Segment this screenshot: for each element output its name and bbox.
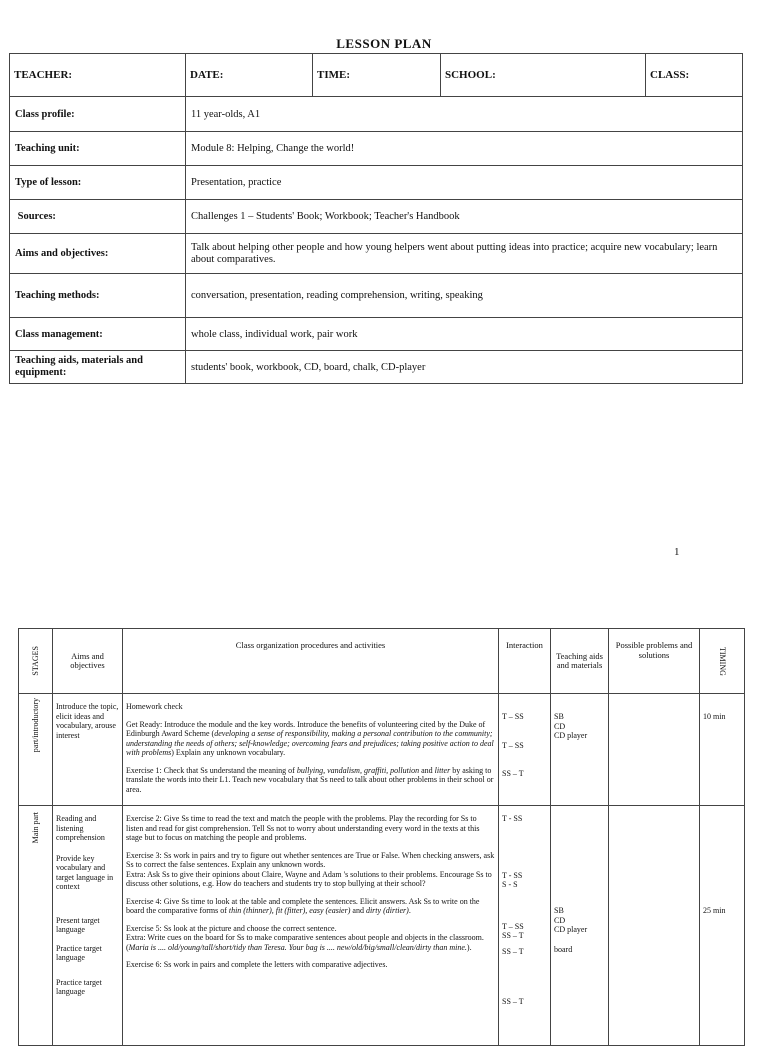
info-label: Class profile:: [10, 97, 186, 132]
main-exercise-3: Exercise 3: Ss work in pairs and try to figure out whether sentences are True or False. When checking answers, ask Ss to correct the false sentences. Explain any unknown words.: [126, 850, 495, 869]
time-cell: TIME:: [313, 54, 441, 97]
header-row: [10, 54, 743, 97]
intro-homework: Homework check: [126, 702, 183, 711]
info-value: 11 year-olds, A1: [186, 97, 743, 132]
intro-aims: Introduce the topic, elicit ideas and vocabulary, arouse interest: [53, 694, 123, 806]
main-aims: Reading and listening comprehension Provide key vocabulary and target language in context Present target language Practice target language Practice target language: [53, 806, 123, 1046]
info-value: whole class, individual work, pair work: [186, 318, 743, 351]
info-row: [10, 97, 743, 132]
teacher-cell: TEACHER:: [10, 54, 186, 97]
info-label: Teaching methods:: [10, 274, 186, 318]
intro-interaction: T – SS T – SS SS – T: [499, 694, 551, 806]
info-label: Class management:: [10, 318, 186, 351]
school-cell: SCHOOL:: [441, 54, 646, 97]
lesson-info-table: [9, 53, 743, 384]
document-title: LESSON PLAN: [336, 36, 432, 51]
info-label: Aims and objectives:: [10, 234, 186, 274]
intro-exercise-1: Exercise 1: Check that Ss understand the meaning of bullying, vandalism, graffiti, pollution and litter by asking to translate the words into their L1. Teach new vocabulary that Ss need to talk about other problems in their school or area.: [126, 765, 494, 794]
procedure-table: [18, 628, 745, 1046]
main-aids: SB CD CD player board: [551, 806, 609, 1046]
timing-label: TIMING: [717, 646, 727, 676]
main-exercise-3-extra: Extra: Ask Ss to give their opinions about Claire, Wayne and Adam 's solutions to their problems. Encourage Ss to discuss other solutions, e.g. How do teachers and students try to stop bullying at their school?: [126, 869, 492, 888]
class-cell: CLASS:: [646, 54, 743, 97]
info-row: [10, 318, 743, 351]
info-row: [10, 351, 743, 384]
intro-get-ready: Get Ready: Introduce the module and the key words. Introduce the benefits of volunteering cited by the Duke of Edinburgh Award Scheme (developing a sense of responsibility, making a personal contribution to the community; understanding the needs of others; self-knowledge; overcoming fears and prejudices; taking positive action to deal with problems) Explain any unknown vocabulary.: [126, 719, 494, 757]
timing-header: [700, 629, 745, 694]
info-row: [10, 132, 743, 166]
info-value: Challenges 1 – Students' Book; Workbook; Teacher's Handbook: [186, 200, 743, 234]
info-value: Presentation, practice: [186, 166, 743, 200]
intro-problems: [609, 694, 700, 806]
info-row: [10, 274, 743, 318]
activities-header: Class organization procedures and activities: [123, 629, 499, 694]
info-value: Module 8: Helping, Change the world!: [186, 132, 743, 166]
intro-row: [19, 694, 745, 806]
info-row: [10, 234, 743, 274]
info-row: [10, 166, 743, 200]
main-stage: [19, 806, 53, 1046]
info-value: Talk about helping other people and how young helpers went about putting ideas into practice; acquire new vocabulary; learn about comparatives.: [186, 234, 743, 274]
main-timing: 25 min: [700, 806, 745, 1046]
intro-stage: [19, 694, 53, 806]
aids-header: Teaching aids and materials: [551, 629, 609, 694]
intro-stage-label: part/introductory: [30, 698, 40, 753]
info-row: [10, 200, 743, 234]
main-exercise-2: Exercise 2: Give Ss time to read the text and match the people with the problems. Play the recording for Ss to listen and read for gist comprehension. Tell Ss not to worry about understanding every word in the texts at this stage but to focus on matching the people and problems.: [126, 814, 480, 842]
interaction-header: Interaction: [499, 629, 551, 694]
main-exercise-5-extra: Extra: Write cues on the board for Ss to make comparative sentences about people and objects in the classroom. (Maria is .... old/young/tall/short/tidy than Teresa. Your bag is .... new/old/big/small/clean/dirty than mine.).: [126, 933, 484, 952]
info-label: Type of lesson:: [10, 166, 186, 200]
aims-header: Aims and objectives: [53, 629, 123, 694]
info-label: Teaching aids, materials and equipment:: [10, 351, 186, 384]
main-exercise-4: Exercise 4: Give Ss time to look at the table and complete the sentences. Elicit answers. Ask Ss to write on the board the comparative forms of thin (thinner), fit (fitter), easy (easier) and dirty (dirtier).: [126, 896, 480, 915]
main-exercise-6: Exercise 6: Ss work in pairs and complete the letters with comparative adjectives.: [126, 960, 388, 969]
main-exercise-5: Exercise 5: Ss look at the picture and choose the correct sentence.: [126, 923, 337, 933]
stages-label: STAGES: [30, 646, 40, 676]
main-problems: [609, 806, 700, 1046]
date-cell: DATE:: [186, 54, 313, 97]
main-stage-label: Main part: [30, 812, 40, 844]
problems-header: Possible problems and solutions: [609, 629, 700, 694]
procedure-header-row: [19, 629, 745, 694]
intro-activities: [123, 694, 499, 806]
main-interaction: T - SS T - SS S - S T – SS SS – T SS – T SS – T: [499, 806, 551, 1046]
info-value: conversation, presentation, reading comprehension, writing, speaking: [186, 274, 743, 318]
info-value: students' book, workbook, CD, board, chalk, CD-player: [186, 351, 743, 384]
info-label: Sources:: [10, 200, 186, 234]
main-row: [19, 806, 745, 1046]
intro-timing: 10 min: [700, 694, 745, 806]
main-activities: [123, 806, 499, 1046]
intro-aids: SB CD CD player: [551, 694, 609, 806]
info-label: Teaching unit:: [10, 132, 186, 166]
page-number: 1: [674, 546, 680, 558]
stages-header: [19, 629, 53, 694]
